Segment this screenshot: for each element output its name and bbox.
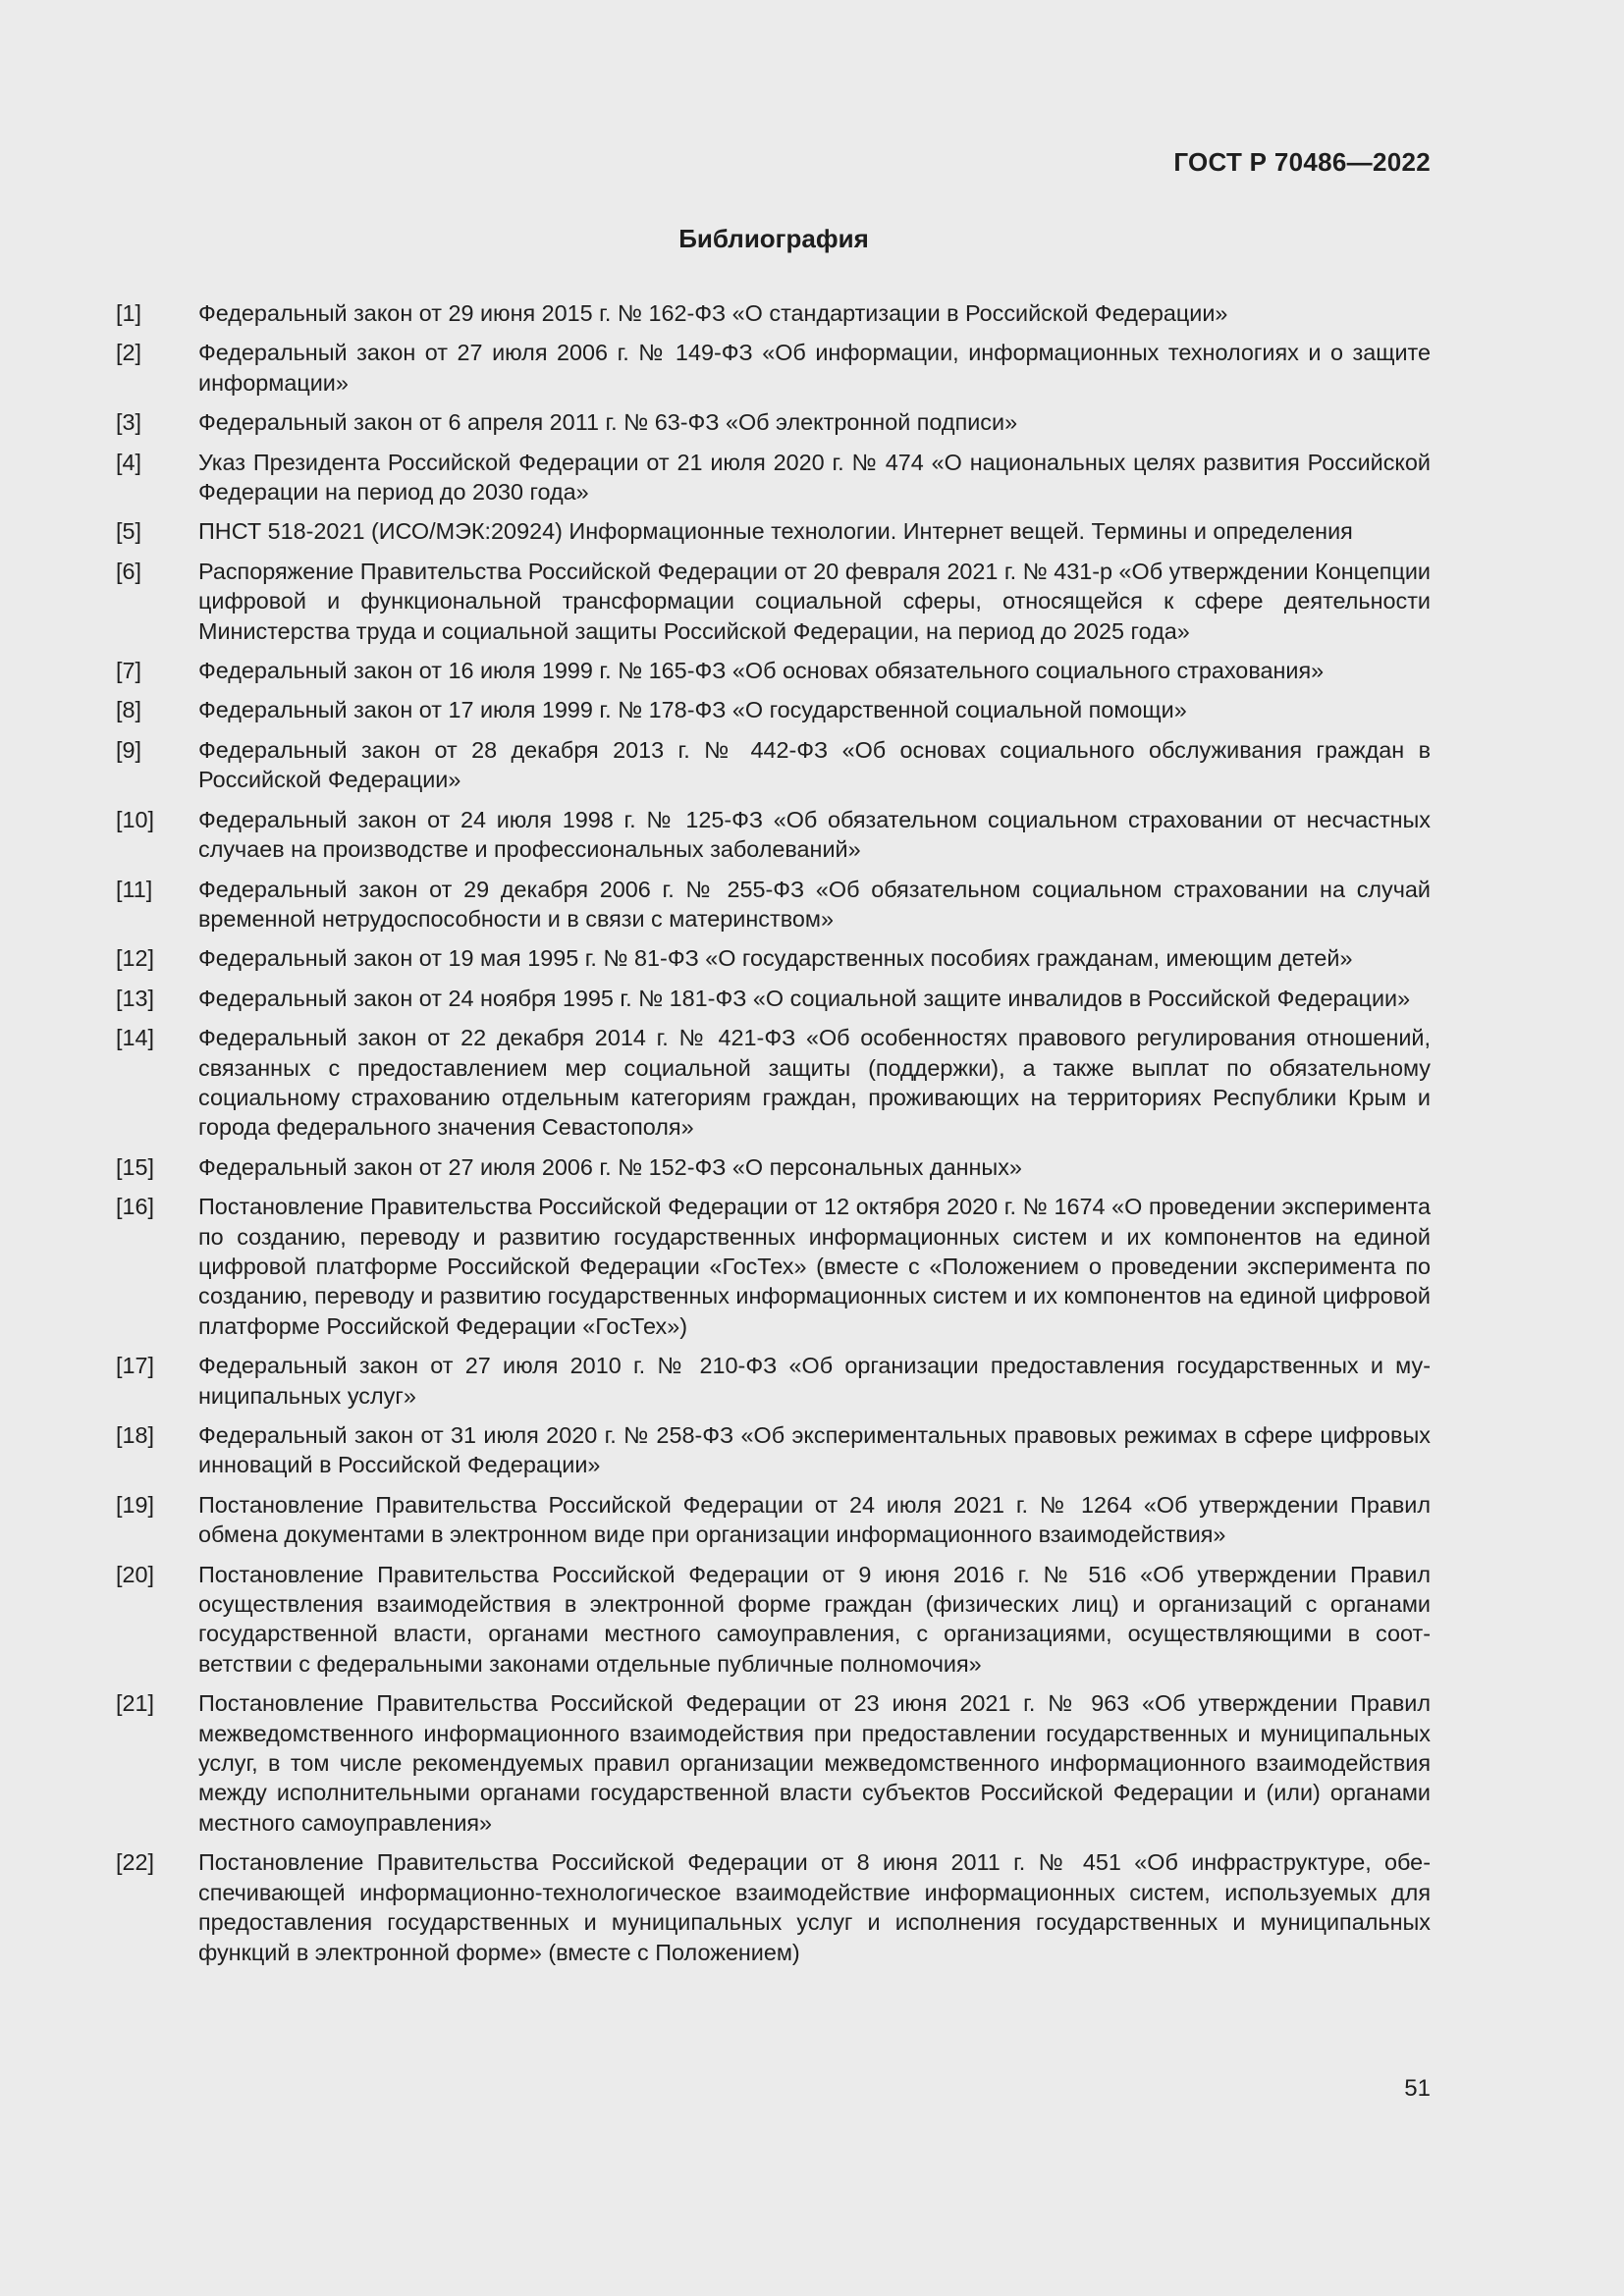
reference-number: [6] xyxy=(116,558,142,584)
reference-text: Постановление Правительства Российской Федерации от 24 июля 2021 г. № 1264 «Об утверждении Правил обмена документами в электронном виде при организации информационного взаимодействия» xyxy=(198,1491,1431,1548)
reference-number: [1] xyxy=(116,300,142,326)
reference-item xyxy=(116,1420,1431,1480)
reference-text: Федеральный закон от 29 июня 2015 г. № 162-ФЗ «О стандартизации в Российской Федерации» xyxy=(198,300,1228,326)
reference-text: ПНСТ 518-2021 (ИСО/МЭК:20924) Информационные технологии. Интернет вещей. Термины и определения xyxy=(198,518,1353,545)
reference-item xyxy=(116,557,1431,646)
reference-number: [19] xyxy=(116,1491,155,1518)
reference-item xyxy=(116,407,1431,437)
reference-number: [7] xyxy=(116,658,142,684)
reference-text: Федеральный закон от 27 июля 2010 г. № 210-ФЗ «Об организации предоставления государственных и муниципальных услуг» xyxy=(198,1353,1431,1409)
reference-number: [17] xyxy=(116,1353,155,1379)
reference-number: [15] xyxy=(116,1153,155,1180)
reference-text: Федеральный закон от 16 июля 1999 г. № 165-ФЗ «Об основах обязательного социального страхования» xyxy=(198,658,1325,684)
reference-item xyxy=(116,298,1431,328)
reference-text: Федеральный закон от 22 декабря 2014 г. № 421-ФЗ «Об особенностях правового регулирования отношений, связанных с предоставлением мер социальной защиты (поддержки), а также выплат по обязательному социальному страхованию отдельным категориям граждан, проживающих на территориях Республики Крым и города федерального значения Севастополя» xyxy=(198,1025,1431,1141)
reference-number: [18] xyxy=(116,1422,155,1448)
reference-text: Постановление Правительства Российской Федерации от 8 июня 2011 г. № 451 «Об инфраструктуре, обеспечивающей информационно-технологическое взаимодействие информационных систем, используемых для предоставления государственных и муниципальных услуг и исполнения государственных и муниципальных функций в электронной форме» (вместе с Положением) xyxy=(198,1849,1431,1965)
reference-item xyxy=(116,943,1431,973)
reference-text: Постановление Правительства Российской Федерации от 12 октября 2020 г. № 1674 «О проведении эксперимента по созданию, переводу и развитию государственных информационных систем и их компонентов на единой цифровой платформе Российской Федерации «ГосТех» (вместе с «Положением о проведении эксперимента по созданию, переводу и развитию государственных информационных систем и их компонентов на единой цифровой платформе Российской Федерации «ГосТех») xyxy=(198,1194,1431,1339)
reference-number: [3] xyxy=(116,409,142,436)
reference-text: Указ Президента Российской Федерации от 21 июля 2020 г. № 474 «О национальных целях развития Российской Федерации на период до 2030 года» xyxy=(198,449,1431,506)
reference-text: Федеральный закон от 6 апреля 2011 г. № 63-ФЗ «Об электронной подписи» xyxy=(198,409,1018,436)
reference-text: Федеральный закон от 31 июля 2020 г. № 258-ФЗ «Об экспериментальных правовых режимах в сфере цифровых инноваций в Российской Федерации» xyxy=(198,1422,1431,1478)
reference-item xyxy=(116,805,1431,865)
reference-text: Федеральный закон от 28 декабря 2013 г. № 442-ФЗ «Об основах социального обслуживания граждан в Российской Федерации» xyxy=(198,736,1431,793)
reference-item xyxy=(116,984,1431,1013)
reference-text: Распоряжение Правительства Российской Федерации от 20 февраля 2021 г. № 431-р «Об утверждении Концепции цифровой и функциональной трансформации социальной сферы, относящейся к сфере деятельности Министерства труда и социальной защиты Российской Федерации, на период до 2025 года» xyxy=(198,558,1431,644)
document-code: ГОСТ Р 70486—2022 xyxy=(1173,147,1431,177)
reference-item xyxy=(116,656,1431,685)
reference-item xyxy=(116,1688,1431,1838)
reference-number: [11] xyxy=(116,876,153,902)
reference-number: [13] xyxy=(116,985,155,1011)
reference-item xyxy=(116,735,1431,795)
reference-item xyxy=(116,338,1431,398)
bibliography-list xyxy=(116,298,1431,1977)
reference-number: [16] xyxy=(116,1194,155,1220)
reference-number: [21] xyxy=(116,1690,155,1717)
reference-number: [5] xyxy=(116,518,142,545)
reference-number: [14] xyxy=(116,1025,155,1051)
reference-number: [22] xyxy=(116,1849,155,1876)
reference-item xyxy=(116,1351,1431,1411)
reference-item xyxy=(116,1192,1431,1341)
reference-number: [10] xyxy=(116,806,155,832)
page-number: 51 xyxy=(1404,2075,1431,2102)
reference-number: [20] xyxy=(116,1561,155,1587)
reference-item xyxy=(116,1847,1431,1967)
reference-item xyxy=(116,695,1431,724)
reference-item xyxy=(116,1023,1431,1143)
reference-text: Федеральный закон от 27 июля 2006 г. № 149-ФЗ «Об информации, информационных технологиях и о защите информации» xyxy=(198,340,1431,396)
reference-number: [2] xyxy=(116,340,142,366)
reference-text: Федеральный закон от 24 июля 1998 г. № 125-ФЗ «Об обязательном социальном страховании от несчастных случаев на производстве и профессиональных заболеваний» xyxy=(198,806,1431,863)
page-title: Библиография xyxy=(678,224,869,253)
reference-number: [4] xyxy=(116,449,142,475)
reference-item xyxy=(116,1152,1431,1182)
reference-text: Федеральный закон от 17 июля 1999 г. № 178-ФЗ «О государственной социальной помощи» xyxy=(198,697,1187,723)
reference-item xyxy=(116,448,1431,507)
reference-number: [9] xyxy=(116,736,142,763)
reference-text: Федеральный закон от 19 мая 1995 г. № 81-ФЗ «О государственных пособиях гражданам, имеющим детей» xyxy=(198,945,1353,972)
reference-item xyxy=(116,516,1431,546)
reference-text: Постановление Правительства Российской Федерации от 23 июня 2021 г. № 963 «Об утверждении Правил межведомственного информационного взаимодействия при предоставлении государственных и муниципальных услуг, в том числе рекомендуемых правил организации межведомственного информационного взаимодействия между исполнительными органами государственной власти субъектов Российской Федерации и (или) органами местного самоуправления» xyxy=(198,1690,1431,1836)
reference-text: Федеральный закон от 29 декабря 2006 г. № 255-ФЗ «Об обязательном социальном страховании на случай временной нетрудоспособности и в связи с материнством» xyxy=(198,876,1431,932)
reference-number: [12] xyxy=(116,945,155,972)
reference-text: Федеральный закон от 27 июля 2006 г. № 152-ФЗ «О персональных данных» xyxy=(198,1153,1022,1180)
reference-item xyxy=(116,1560,1431,1680)
reference-text: Федеральный закон от 24 ноября 1995 г. № 181-ФЗ «О социальной защите инвалидов в Российской Федерации» xyxy=(198,985,1411,1011)
reference-text: Постановление Правительства Российской Федерации от 9 июня 2016 г. № 516 «Об утверждении Правил осуществления взаимодействия в электронной форме граждан (физических лиц) и организаций с органами государственной власти, органами местного самоуправления, с организациями, осуществляющими в соответствии с федеральными законами отдельные публичные полномочия» xyxy=(198,1561,1431,1677)
reference-item xyxy=(116,875,1431,934)
reference-item xyxy=(116,1490,1431,1550)
reference-number: [8] xyxy=(116,697,142,723)
